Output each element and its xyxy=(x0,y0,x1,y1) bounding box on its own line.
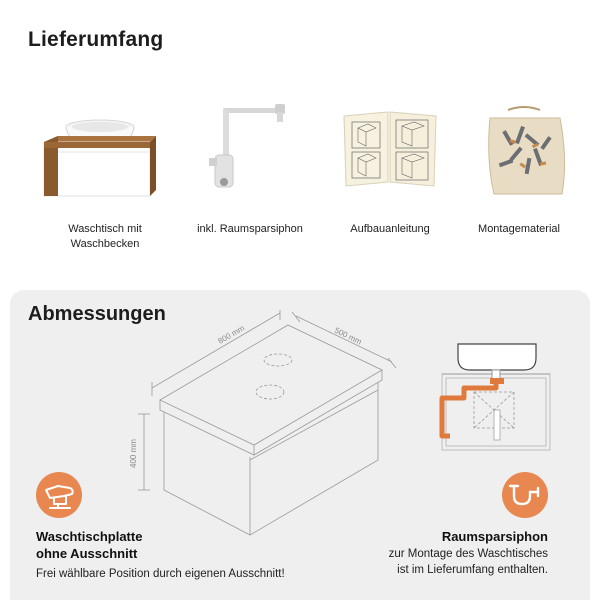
product-label-line: Waschbecken xyxy=(70,238,140,250)
screws-bag-image xyxy=(470,100,600,200)
siphon-installation-diagram xyxy=(432,340,552,455)
feature-left-title-line2: ohne Ausschnitt xyxy=(36,546,138,561)
product-label-material: Montagematerial xyxy=(478,223,560,235)
product-label-line: Waschtisch mit xyxy=(68,223,142,235)
product-label-vanity xyxy=(30,222,180,252)
feature-left-title xyxy=(36,528,142,562)
feature-right-text-line1: zur Montage des Waschtisches xyxy=(388,548,548,560)
feature-left-text: Frei wählbare Position durch eigenen Ausschnitt! xyxy=(36,568,285,580)
jigsaw-icon xyxy=(36,472,82,518)
feature-right-text xyxy=(389,546,548,578)
siphon-pipe-icon xyxy=(502,472,548,518)
cabinet-dimension-diagram xyxy=(120,310,400,550)
product-label-manual: Aufbauanleitung xyxy=(350,223,430,235)
feature-right-title: Raumsparsiphon xyxy=(441,529,548,544)
siphon-image xyxy=(185,100,315,200)
feature-left-title-line1: Waschtischplatte xyxy=(36,529,143,544)
manual-image xyxy=(340,100,470,200)
feature-right-text-line2: ist im Lieferumfang enthalten. xyxy=(397,564,548,576)
depth-label: 500 mm xyxy=(333,325,364,347)
dimensions-title: Abmessungen xyxy=(28,303,166,325)
width-label: 800 mm xyxy=(216,323,247,346)
product-label-siphon: inkl. Raumsparsiphon xyxy=(197,223,303,235)
height-label: 400 mm xyxy=(129,439,138,468)
vanity-with-basin-image xyxy=(40,100,170,200)
delivery-title: Lieferumfang xyxy=(28,28,164,51)
